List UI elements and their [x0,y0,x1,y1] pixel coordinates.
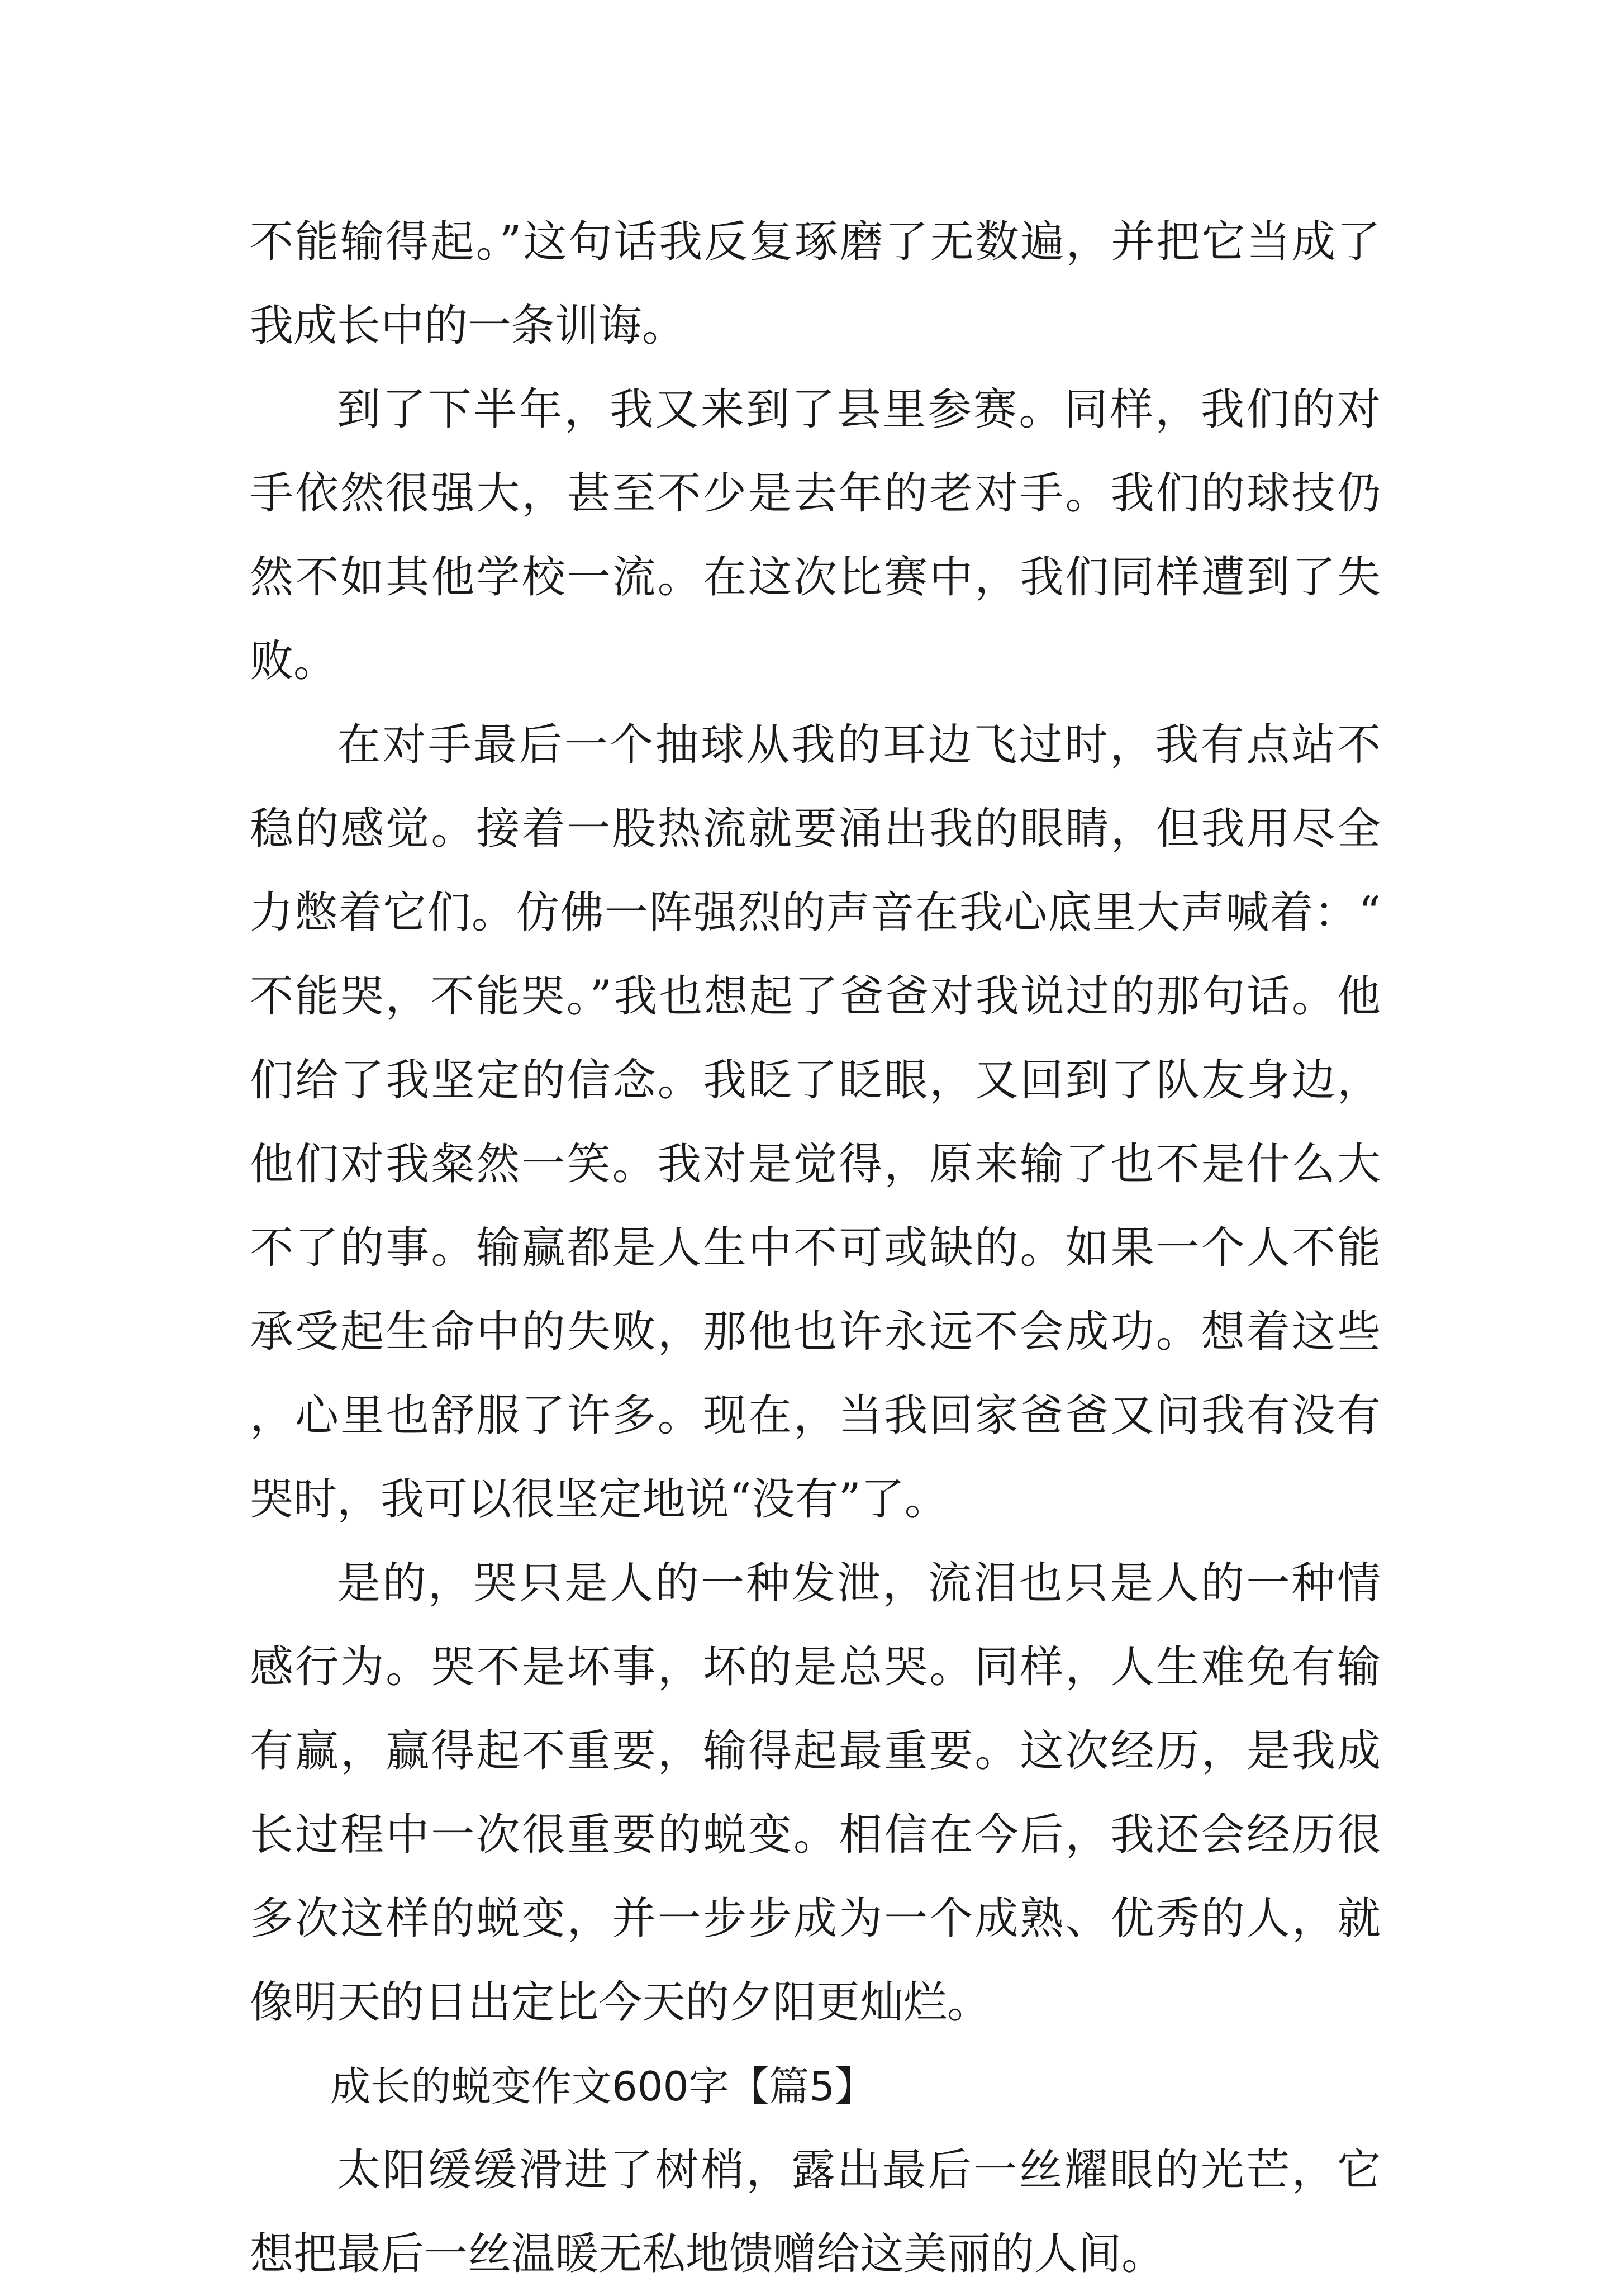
section-heading: 成长的蜕变作文600字【篇5】 [330,2063,876,2110]
document-page [250,200,1381,2296]
paragraph-sunset: 太阳缓缓滑进了树梢，露出最后一丝耀眼的光芒，它想把最后一丝温暖无私地馈赠给这美丽的人间。 [250,2145,1381,2279]
paragraph-final-ball: 在对手最后一个抽球从我的耳边飞过时，我有点站不稳的感觉。接着一股热流就要涌出我的眼睛，但我用尽全力憋着它们。仿佛一阵强烈的声音在我心底里大声喊着：“不能哭，不能哭。”我也想起了爸爸对我说过的那句话。他们给了我坚定的信念。我眨了眨眼，又回到了队友身边，他们对我粲然一笑。我对是觉得，原来输了也不是什么大不了的事。输赢都是人生中不可或缺的。如果一个人不能承受起生命中的失败，那他也许永远不会成功。想着这些，心里也舒服了许多。现在，当我回家爸爸又问我有没有哭时，我可以很坚定地说“没有”了。 [250,720,1381,1525]
paragraph-continuation: 不能输得起。”这句话我反复琢磨了无数遍，并把它当成了我成长中的一条训诲。 [250,217,1381,351]
paragraph-county-match: 到了下半年，我又来到了县里参赛。同样，我们的对手依然很强大，甚至不少是去年的老对手。我们的球技仍然不如其他学校一流。在这次比赛中，我们同样遭到了失败。 [250,385,1381,686]
paragraph-conclusion: 是的，哭只是人的一种发泄，流泪也只是人的一种情感行为。哭不是坏事，坏的是总哭。同样，人生难免有输有赢，赢得起不重要，输得起最重要。这次经历，是我成长过程中一次很重要的蜕变。相信在今后，我还会经历很多次这样的蜕变，并一步步成为一个成熟、优秀的人，就像明天的日出定比今天的夕阳更灿烂。 [250,1558,1381,2028]
